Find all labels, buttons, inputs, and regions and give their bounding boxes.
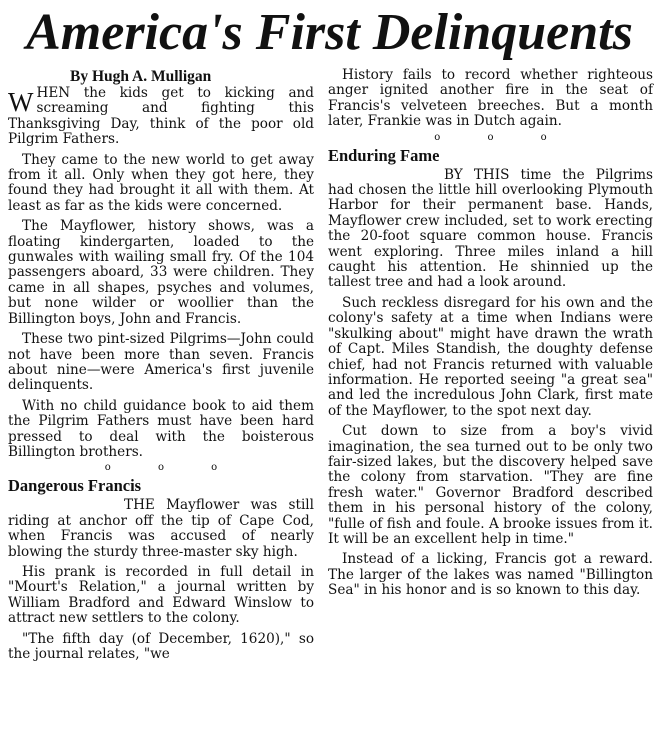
byline: By Hugh A. Mulligan	[70, 68, 212, 85]
subhead-enduring-fame: Enduring Fame	[328, 145, 440, 165]
paragraph: THE Mayflower was still riding at anchor off the tip of Cape Cod, when Francis was accused of nearly blowing the sturdy three-master sky high.	[8, 497, 314, 560]
left-column	[8, 68, 314, 667]
paragraph: "The fifth day (of December, 1620)," so the journal relates, "we	[8, 630, 314, 662]
intro-text: HEN the kids get to kicking and screaming and fighting this Thanksgiving Day, think of the poor old Pilgrim Fathers.	[8, 85, 314, 148]
paragraph: Instead of a licking, Francis got a reward. The larger of the lakes was named "Billington Sea" in his honor and is so known to this day.	[328, 551, 653, 599]
paragraph: Such reckless disregard for his own and the colony's safety at a time when Indians were "skulking about" might have drawn the wrath of Capt. Miles Standish, the doughty defense chief, had not Francis returned with valuable information. He reported seeing "a great sea" and led the incredulous John Clark, first mate of the Mayflower, to the spot next day.	[328, 294, 653, 419]
intro-paragraph	[8, 86, 314, 148]
subhead-dangerous-francis: Dangerous Francis	[8, 476, 142, 496]
headline: America's First Delinquents	[26, 4, 633, 61]
paragraph: The Mayflower, history shows, was a floating kindergarten, loaded to the gunwales with wailing small fry. Of the 104 passengers aboard, 33 were children. They came in all shapes, psyches and volumes, but none wilder or woollier than the Billington boys, John and Francis.	[8, 218, 314, 327]
paragraph: They came to the new world to get away from it all. Only when they got here, they found they had brought it all with them. At least as far as the kids were concerned.	[8, 151, 314, 214]
paragraph: These two pint-sized Pilgrims—John could not have been more than seven. Francis about nine—were America's first juvenile delinquents.	[8, 331, 314, 394]
drop-cap: W	[8, 87, 34, 117]
paragraph: His prank is recorded in full detail in "Mourt's Relation," a journal written by William Bradford and Edward Winslow to attract new settlers to the colony.	[8, 563, 314, 627]
paragraph: History fails to record whether righteous anger ignited another fire in the seat of Francis's velveteen breeches. But a month later, Frankie was in Dutch again.	[328, 67, 653, 130]
paragraph: Cut down to size from a boy's vivid imagination, the sea turned out to be only two fair-sized lakes, but the discovery helped save the colony from starvation. "They are fine fresh water." Governor Bradford described them in his personal history of the colony, "fulle of fish and foule. A brooke issues from it. It will be an excellent help in time."	[328, 423, 653, 547]
section-ornament: o o o	[104, 462, 240, 474]
right-column	[328, 68, 653, 604]
section-ornament: o o o	[434, 131, 569, 143]
paragraph: With no child guidance book to aid them the Pilgrim Fathers must have been hard pressed to deal with the boisterous Billington brothers.	[8, 397, 314, 460]
paragraph: BY THIS time the Pilgrims had chosen the little hill overlooking Plymouth Harbor for their permanent base. Hands, Mayflower crew included, set to work erecting the 20-foot square common house. Francis went exploring. Three miles inland a hill caught his attention. He shinnied up the tallest tree and had a look around.	[328, 166, 653, 291]
